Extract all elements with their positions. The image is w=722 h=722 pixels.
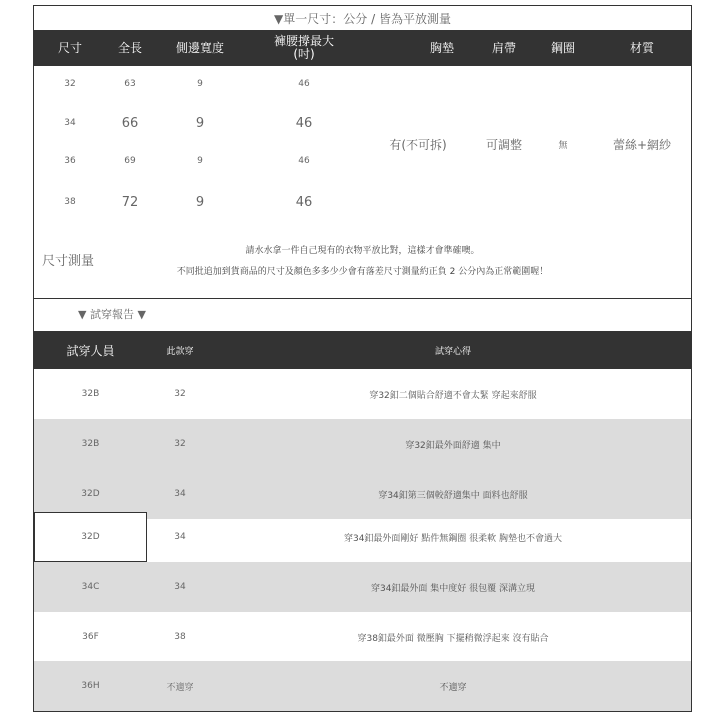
cell-review: 穿38釦最外面 微壓胸 下擺稍微浮起來 沒有貼合 bbox=[357, 633, 549, 644]
cell-worn-size: 34 bbox=[174, 489, 186, 499]
cell-length: 69 bbox=[124, 156, 136, 166]
size-row bbox=[34, 183, 691, 221]
cell-person: 32D bbox=[81, 532, 100, 542]
cell-side: 9 bbox=[195, 194, 205, 210]
cell-person: 36F bbox=[82, 632, 99, 642]
cell-person: 34C bbox=[81, 582, 100, 592]
cell-waist: 46 bbox=[295, 115, 313, 131]
cell-worn-size: 38 bbox=[174, 632, 186, 642]
cell-size: 38 bbox=[64, 197, 76, 207]
wire-value: 無 bbox=[558, 140, 568, 151]
header-waist-line2: (吋) bbox=[293, 47, 315, 61]
cell-worn-size: 34 bbox=[174, 532, 186, 542]
header-strap: 肩帶 bbox=[491, 40, 516, 55]
cell-review: 穿32釦最外面舒適 集中 bbox=[405, 440, 501, 451]
fit-report-title: ▼ 試穿報告 ▼ bbox=[78, 308, 146, 321]
cell-worn-size: 不適穿 bbox=[166, 682, 194, 693]
fit-report-header bbox=[34, 331, 691, 369]
material-value: 蕾絲+網紗 bbox=[612, 137, 672, 152]
measure-note: 請水水拿一件自己現有的衣物平放比對，這樣才會準確噢。 bbox=[245, 246, 480, 256]
variance-note: 不同批追加到貨商品的尺寸及顏色多多少少會有落差尺寸測量約正負 2 公分內為正常範圍喔！ bbox=[176, 267, 549, 277]
cell-person: 32D bbox=[81, 489, 100, 499]
cell-size: 34 bbox=[64, 118, 76, 128]
cell-side: 9 bbox=[195, 115, 205, 131]
header-size: 尺寸 bbox=[57, 40, 82, 55]
cell-person: 36H bbox=[81, 681, 100, 691]
cell-review: 穿34釦最外面剛好 點件無鋼圈 很柔軟 胸墊也不會過大 bbox=[343, 533, 563, 544]
size-chart-header bbox=[34, 30, 691, 66]
pad-value: 有(不可拆) bbox=[389, 137, 447, 152]
size-row bbox=[34, 65, 691, 103]
cell-side: 9 bbox=[197, 79, 203, 89]
header-material: 材質 bbox=[629, 40, 654, 55]
cell-person: 32B bbox=[81, 389, 100, 399]
cell-worn-size: 32 bbox=[174, 439, 186, 449]
header-review: 試穿心得 bbox=[434, 346, 471, 357]
cell-side: 9 bbox=[197, 156, 203, 166]
header-pad: 胸墊 bbox=[429, 40, 454, 55]
header-worn-size: 此款穿 bbox=[166, 346, 194, 357]
header-side-width: 側邊寬度 bbox=[175, 40, 224, 55]
cell-worn-size: 34 bbox=[174, 582, 186, 592]
measure-label: 尺寸測量 bbox=[42, 254, 95, 269]
cell-review: 穿32釦二個貼合舒適不會太緊 穿起來舒服 bbox=[369, 390, 537, 401]
size-info-panel bbox=[33, 5, 692, 712]
table-row bbox=[34, 419, 691, 469]
cell-waist: 46 bbox=[298, 156, 310, 166]
section-divider bbox=[34, 298, 691, 299]
table-row bbox=[34, 512, 691, 562]
strap-value: 可調整 bbox=[485, 137, 522, 152]
cell-length: 66 bbox=[121, 115, 139, 131]
cell-size: 32 bbox=[64, 79, 76, 89]
header-waist bbox=[246, 30, 362, 66]
cell-person: 32B bbox=[81, 439, 100, 449]
cell-length: 72 bbox=[121, 194, 139, 210]
cell-review: 穿34釦第三個較舒適集中 面料也舒服 bbox=[378, 490, 528, 501]
header-length: 全長 bbox=[117, 40, 142, 55]
cell-worn-size: 32 bbox=[174, 389, 186, 399]
cell-length: 63 bbox=[124, 79, 136, 89]
cell-review: 不適穿 bbox=[439, 682, 467, 693]
header-person: 試穿人員 bbox=[66, 343, 115, 358]
header-wire: 鋼圈 bbox=[550, 40, 575, 55]
cell-size: 36 bbox=[64, 156, 76, 166]
cell-waist: 46 bbox=[295, 194, 313, 210]
table-row bbox=[34, 562, 691, 612]
table-row bbox=[34, 369, 691, 419]
header-waist-line1: 褲腰撐最大 bbox=[273, 34, 334, 48]
table-row bbox=[34, 612, 691, 662]
size-chart-title: ▼單一尺寸：公分 / 皆為平放測量 bbox=[274, 12, 451, 26]
cell-waist: 46 bbox=[298, 79, 310, 89]
cell-review: 穿34釦最外面 集中度好 很包覆 深溝立現 bbox=[370, 583, 536, 594]
table-row bbox=[34, 661, 691, 711]
